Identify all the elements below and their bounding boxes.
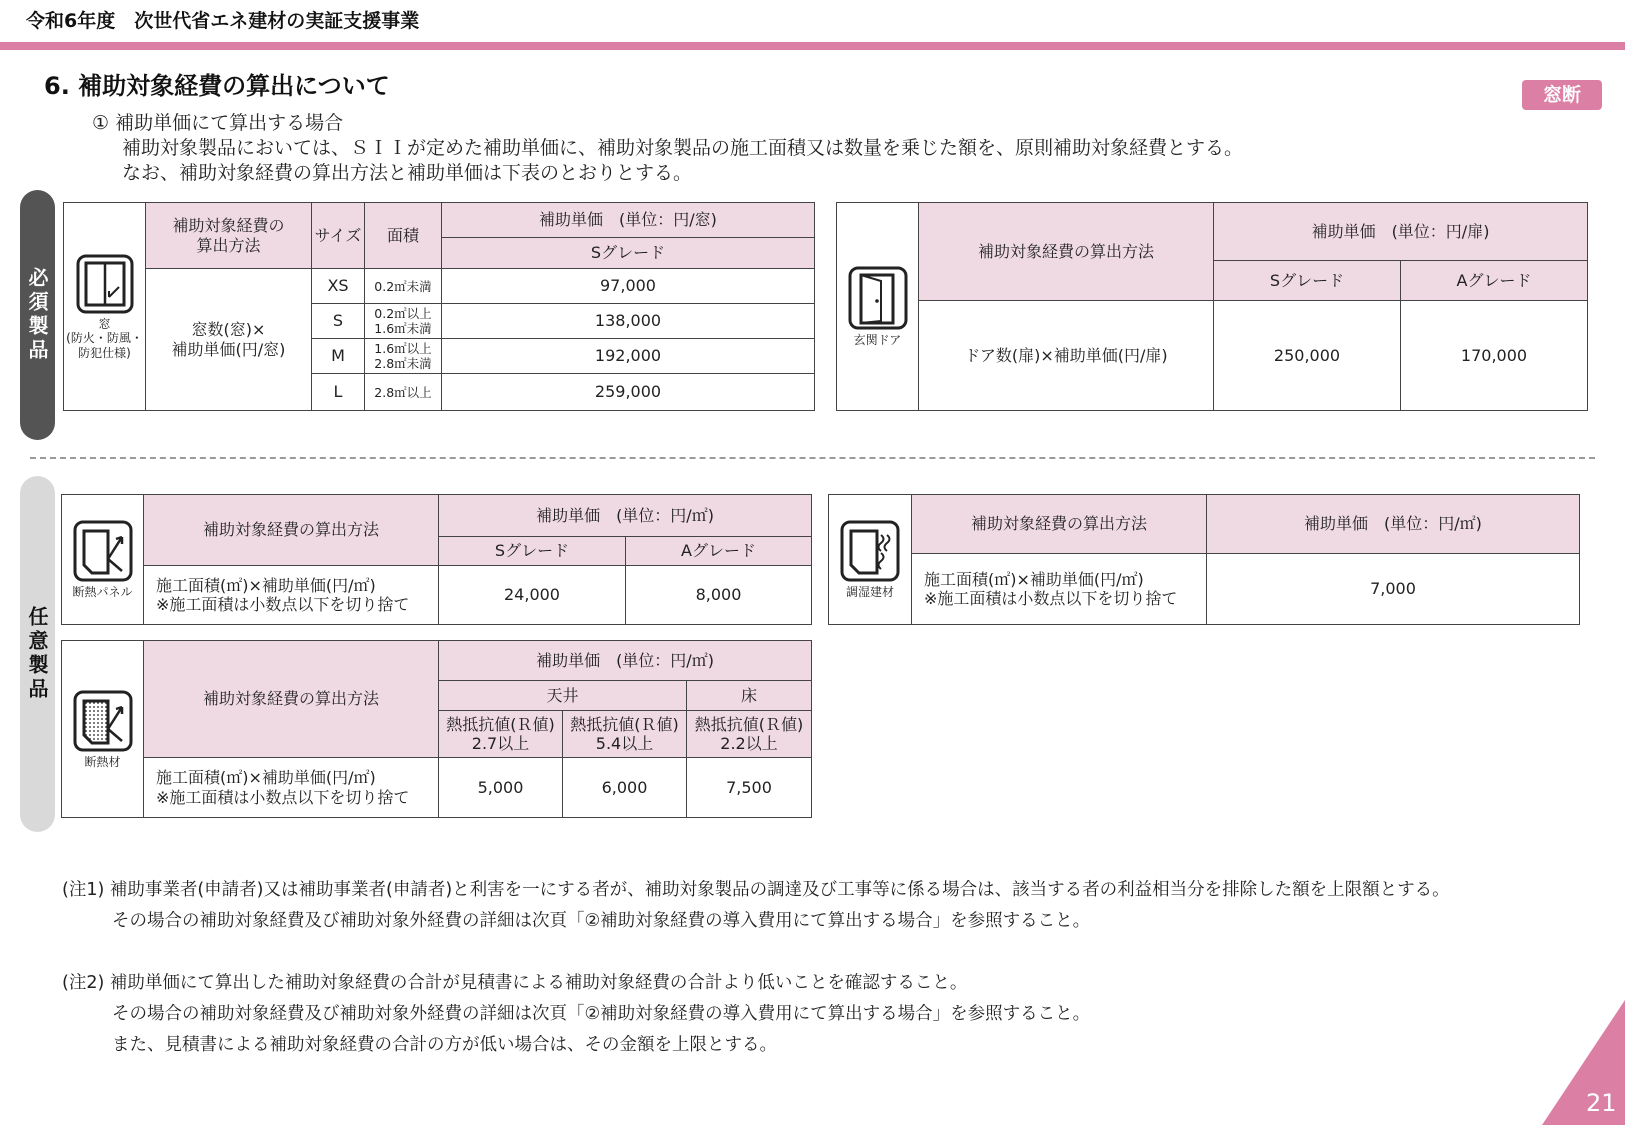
humidity-method-cell: 施工面積(㎡)×補助単価(円/㎡) ※施工面積は小数点以下を切り捨て (912, 554, 1207, 625)
panel-icon-cell (62, 495, 144, 625)
insulation-price-table (61, 640, 812, 818)
category-badge: 窓断 (1522, 80, 1602, 110)
door-s-price: 250,000 (1214, 301, 1401, 411)
insulation-icon-label: 断熱材 (84, 754, 121, 769)
section-divider (30, 457, 1595, 459)
window-price-xs: 97,000 (442, 269, 815, 304)
window-size-m: M (312, 339, 365, 374)
window-method-header: 補助対象経費の 算出方法 (146, 203, 312, 269)
door-method-header: 補助対象経費の算出方法 (919, 203, 1214, 301)
humidity-price-table (828, 494, 1580, 625)
panel-a-grade-header: Aグレード (626, 537, 812, 566)
insulation-method-header: 補助対象経費の算出方法 (144, 641, 439, 758)
panel-icon-label: 断熱パネル (72, 585, 133, 600)
note-1-line-2: その場合の補助対象経費及び補助対象外経費の詳細は次頁「②補助対象経費の導入費用にて算出する場合」を参照すること。 (112, 911, 1091, 931)
intro-text-2: なお、補助対象経費の算出方法と補助単価は下表のとおりとする。 (122, 162, 693, 184)
humidity-unit-header: 補助単価 (単位：円/㎡) (1207, 495, 1580, 554)
optional-products-label: 任意製品 (20, 476, 55, 832)
window-unit-header: 補助単価 (単位：円/窓) (442, 203, 815, 238)
insulation-icon-cell (62, 641, 144, 818)
window-area-header: 面積 (365, 203, 442, 269)
insulation-method-cell: 施工面積(㎡)×補助単価(円/㎡) ※施工面積は小数点以下を切り捨て (144, 758, 439, 818)
window-price-m: 192,000 (442, 339, 815, 374)
note-1-line-1: (注1) 補助事業者(申請者)又は補助事業者(申請者)と利害を一にする者が、補助対象製品の調達及び工事等に係る場合は、該当する者の利益相当分を排除した額を上限額とする。 (62, 880, 1450, 900)
door-price-table (836, 202, 1588, 411)
window-price-l: 259,000 (442, 374, 815, 411)
panel-a-price: 8,000 (626, 566, 812, 625)
insulation-price-1: 5,000 (439, 758, 563, 818)
note-2-line-2: その場合の補助対象経費及び補助対象外経費の詳細は次頁「②補助対象経費の導入費用にて算出する場合」を参照すること。 (112, 1004, 1091, 1024)
window-area-s: 0.2㎡以上 1.6㎡未満 (365, 304, 442, 339)
page-number: 21 (1586, 1089, 1617, 1117)
insulation-floor-header: 床 (687, 681, 812, 711)
insulation-price-2: 6,000 (563, 758, 687, 818)
window-icon-cell (64, 203, 146, 411)
intro-text-1: 補助対象製品においては、ＳＩＩが定めた補助単価に、補助対象製品の施工面積又は数量を乗じた額を、原則補助対象経費とする。 (122, 137, 1244, 159)
insulation-r-header-3: 熱抵抗値(Ｒ値) 2.2以上 (687, 711, 812, 758)
window-icon-label-2: (防火・防風・ (66, 331, 143, 346)
humidity-method-header: 補助対象経費の算出方法 (912, 495, 1207, 554)
insulation-panel-icon (72, 519, 134, 583)
window-size-s: S (312, 304, 365, 339)
panel-s-price: 24,000 (439, 566, 626, 625)
window-method-cell: 窓数(窓)× 補助単価(円/窓) (146, 269, 312, 411)
window-size-header: サイズ (312, 203, 365, 269)
note-2-line-3: また、見積書による補助対象経費の合計の方が低い場合は、その金額を上限とする。 (112, 1035, 777, 1055)
insulation-ceiling-header: 天井 (439, 681, 687, 711)
window-area-l: 2.8㎡以上 (365, 374, 442, 411)
humidity-material-icon (839, 519, 901, 583)
window-area-xs: 0.2㎡未満 (365, 269, 442, 304)
window-area-m: 1.6㎡以上 2.8㎡未満 (365, 339, 442, 374)
humidity-icon-cell (829, 495, 912, 625)
insulation-price-3: 7,500 (687, 758, 812, 818)
required-products-label: 必須製品 (20, 190, 55, 440)
panel-method-header: 補助対象経費の算出方法 (144, 495, 439, 566)
door-icon (847, 265, 909, 331)
humidity-price: 7,000 (1207, 554, 1580, 625)
intro-heading: ① 補助単価にて算出する場合 (92, 112, 344, 134)
panel-unit-header: 補助単価 (単位：円/㎡) (439, 495, 812, 537)
section-title: 6. 補助対象経費の算出について (44, 72, 390, 100)
window-price-s: 138,000 (442, 304, 815, 339)
door-icon-cell (837, 203, 919, 411)
door-unit-header: 補助単価 (単位：円/扉) (1214, 203, 1588, 261)
window-icon-label-1: 窓 (98, 316, 111, 331)
window-icon (75, 253, 135, 315)
insulation-unit-header: 補助単価 (単位：円/㎡) (439, 641, 812, 681)
window-icon-label-3: 防犯仕様) (78, 345, 131, 360)
note-2-line-1: (注2) 補助単価にて算出した補助対象経費の合計が見積書による補助対象経費の合計より低いことを確認すること。 (62, 973, 968, 993)
window-price-table (63, 202, 815, 411)
door-s-grade-header: Sグレード (1214, 261, 1401, 301)
window-size-l: L (312, 374, 365, 411)
insulation-material-icon (72, 689, 134, 753)
window-size-xs: XS (312, 269, 365, 304)
door-a-grade-header: Aグレード (1401, 261, 1588, 301)
panel-price-table (61, 494, 812, 625)
panel-method-cell: 施工面積(㎡)×補助単価(円/㎡) ※施工面積は小数点以下を切り捨て (144, 566, 439, 625)
door-icon-label: 玄関ドア (853, 333, 902, 348)
door-method-cell: ドア数(扉)×補助単価(円/扉) (919, 301, 1214, 411)
door-a-price: 170,000 (1401, 301, 1588, 411)
insulation-r-header-1: 熱抵抗値(Ｒ値) 2.7以上 (439, 711, 563, 758)
insulation-r-header-2: 熱抵抗値(Ｒ値) 5.4以上 (563, 711, 687, 758)
humidity-icon-label: 調湿建材 (845, 585, 894, 600)
panel-s-grade-header: Sグレード (439, 537, 626, 566)
header-accent-bar (0, 42, 1625, 50)
document-title: 令和6年度 次世代省エネ建材の実証支援事業 (26, 10, 420, 32)
window-grade-header: Sグレード (442, 238, 815, 269)
